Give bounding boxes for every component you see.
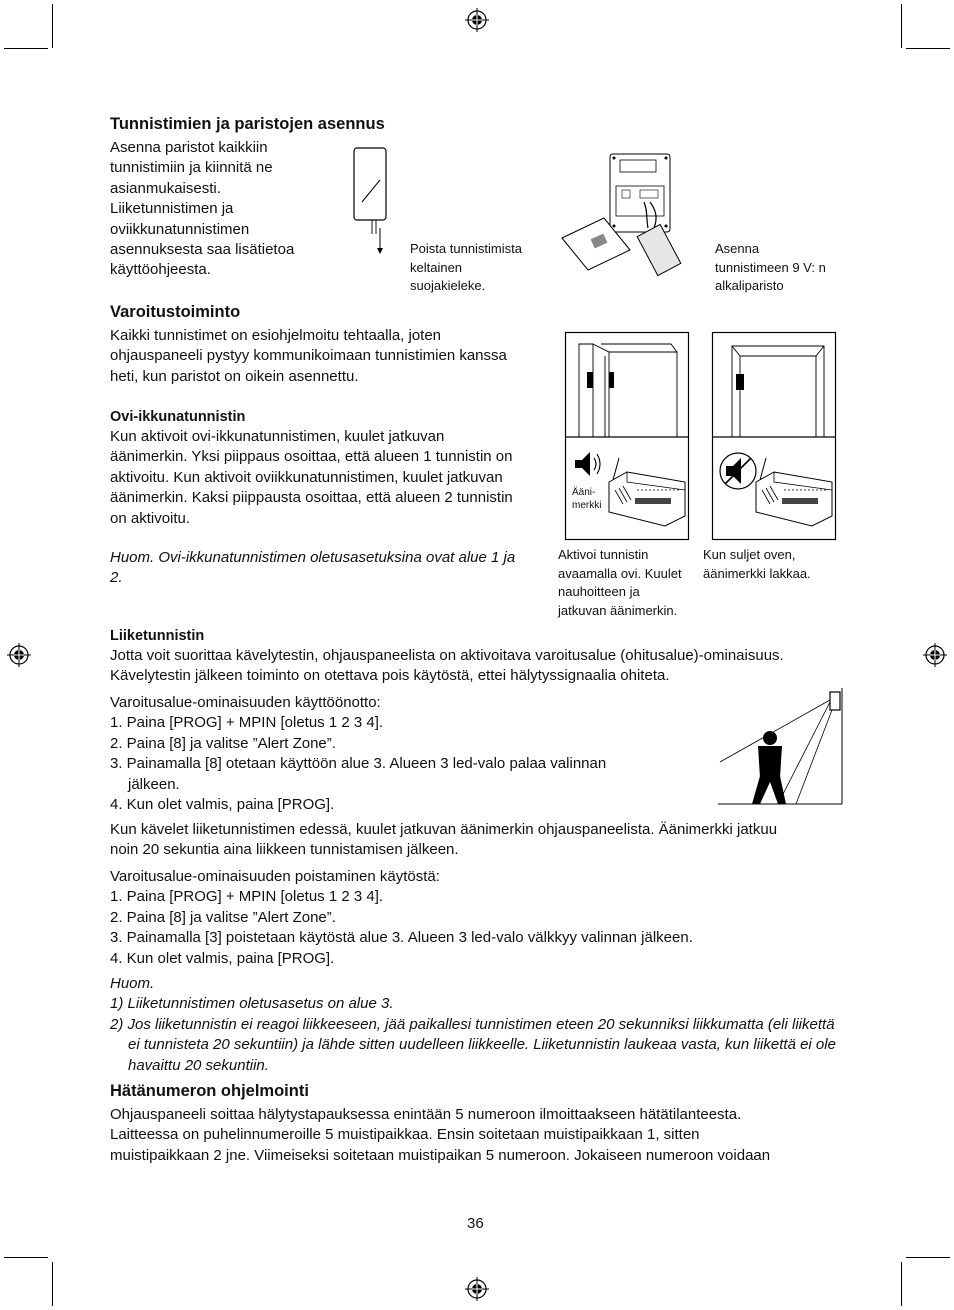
crop-mark (906, 48, 950, 49)
walk-test-text: Kun kävelet liiketunnistimen edessä, kuulet jatkuvan äänimerkin ohjauspaneelista. Äänimerkki jatkuu noin 20 sekuntia aina liikkeen tunnistamisen jälkeen. (110, 821, 778, 859)
subtitle-motion-sensor: Liiketunnistin (110, 628, 205, 644)
motion-sensor-text: Jotta voit suorittaa kävelytestin, ohjauspaneelista on aktivoitava varoitusalue (ohitusalue)-ominaisuus. Kävelytestin jälkeen toiminto on otettava pois käytöstä, ettei hälytyssignaalia ohiteta. (110, 647, 784, 685)
door-sensor-note: Huom. Ovi-ikkunatunnistimen oletusasetuksina ovat alue 1 ja 2. (110, 549, 516, 587)
alert-intro: Kaikki tunnistimet on esiohjelmoitu tehtaalla, joten ohjauspaneeli pystyy kommunikoimaan tunnistimien kanssa heti, kun paristot on oikein asennettu. (110, 327, 507, 385)
subtitle-door-sensor: Ovi-ikkunatunnistin (110, 409, 246, 425)
crop-mark (4, 1257, 48, 1258)
crop-mark (906, 1257, 950, 1258)
sensor-tab-illustration (350, 146, 390, 258)
page-number: 36 (467, 1215, 484, 1232)
emergency-text: Ohjauspaneeli soittaa hälytystapauksessa enintään 5 numeroon ilmoittaakseen hätätilanteesta. Laitteessa on puhelinnumeroille 5 muistipaikkaa. Ensin soitetaan muistipaikkaan 1, sitten muistipaikkaan 2 jne. Viimeiseksi soitetaan muistipaikan 5 numeroon. Jokaiseen numeroon voidaan (110, 1106, 771, 1164)
door-sensor-text: Kun aktivoit ovi-ikkunatunnistimen, kuulet jatkuvan äänimerkin. Yksi piippaus osoittaa, että alueen 1 tunnistin on aktivoitu. Kun aktivoit oviikkunatunnistimen, kuulet jatkuvan äänimerkin. Kaksi piippausta osoittaa, että alueen 2 tunnistin on aktivoitu. (110, 428, 513, 527)
crop-mark (52, 1262, 53, 1306)
sound-label: Ääni- merkki (572, 487, 602, 511)
caption-door-closed: Kun suljet oven, äänimerkki lakkaa. (703, 547, 811, 581)
crop-mark (4, 48, 48, 49)
section-title-installation: Tunnistimien ja paristojen asennus (110, 115, 385, 133)
registration-mark-icon (7, 643, 31, 667)
motion-notes: Huom. 1) Liiketunnistimen oletusasetus on alue 3. 2) Jos liiketunnistin ei reagoi liikkeeseen, jää paikallesi tunnistimen eteen 20 sekunniksi liikkumatta (eli liikettä ei tunnisteta 20 sekuntiin) ja lähde sitten uudelleen liikkeelle. Liiketunnistin laukeaa vasta, kun liikettä ei ole havaittu 20 sekuntiin. (110, 975, 836, 1074)
enable-alert-zone: Varoitusalue-ominaisuuden käyttöönotto: 1. Paina [PROG] + MPIN [oletus 1 2 3 4]. 2. Paina [8] ja valitse ”Alert Zone”. 3. Painamalla [8] otetaan käyttöön alue 3. Alueen 3 led-valo palaa valinnan jälkeen. 4. Kun olet valmis, paina [PROG]. (110, 694, 607, 814)
crop-mark (901, 1262, 902, 1306)
door-closed-illustration (712, 332, 836, 540)
crop-mark (52, 4, 53, 48)
battery-install-illustration (560, 152, 696, 282)
section-title-alert: Varoitustoiminto (110, 303, 241, 321)
registration-mark-icon (923, 643, 947, 667)
installation-text: Asenna paristot kaikkiin tunnistimiin ja kiinnitä ne asianmukaisesti. Liiketunnistimen ja oviikkunatunnistimen asennuksesta saa lisätietoa käyttöohjeesta. (110, 139, 295, 279)
caption-install-battery: Asenna tunnistimeen 9 V: n alkaliparisto (715, 241, 826, 293)
registration-mark-icon (465, 1277, 489, 1301)
caption-remove-tab: Poista tunnistimista keltainen suojakieleke. (410, 241, 522, 293)
caption-door-open: Aktivoi tunnistin avaamalla ovi. Kuulet nauhoitteen ja jatkuvan äänimerkin. (558, 547, 682, 618)
registration-mark-icon (465, 8, 489, 32)
crop-mark (901, 4, 902, 48)
section-title-emergency: Hätänumeron ohjelmointi (110, 1082, 309, 1100)
walk-test-illustration (718, 688, 844, 806)
disable-alert-zone: Varoitusalue-ominaisuuden poistaminen käytöstä: 1. Paina [PROG] + MPIN [oletus 1 2 3 4]. 2. Paina [8] ja valitse ”Alert Zone”. 3. Painamalla [3] poistetaan käytöstä alue 3. Alueen 3 led-valo välkkyy valinnan jälkeen. 4. Kun olet valmis, paina [PROG]. (110, 868, 693, 967)
